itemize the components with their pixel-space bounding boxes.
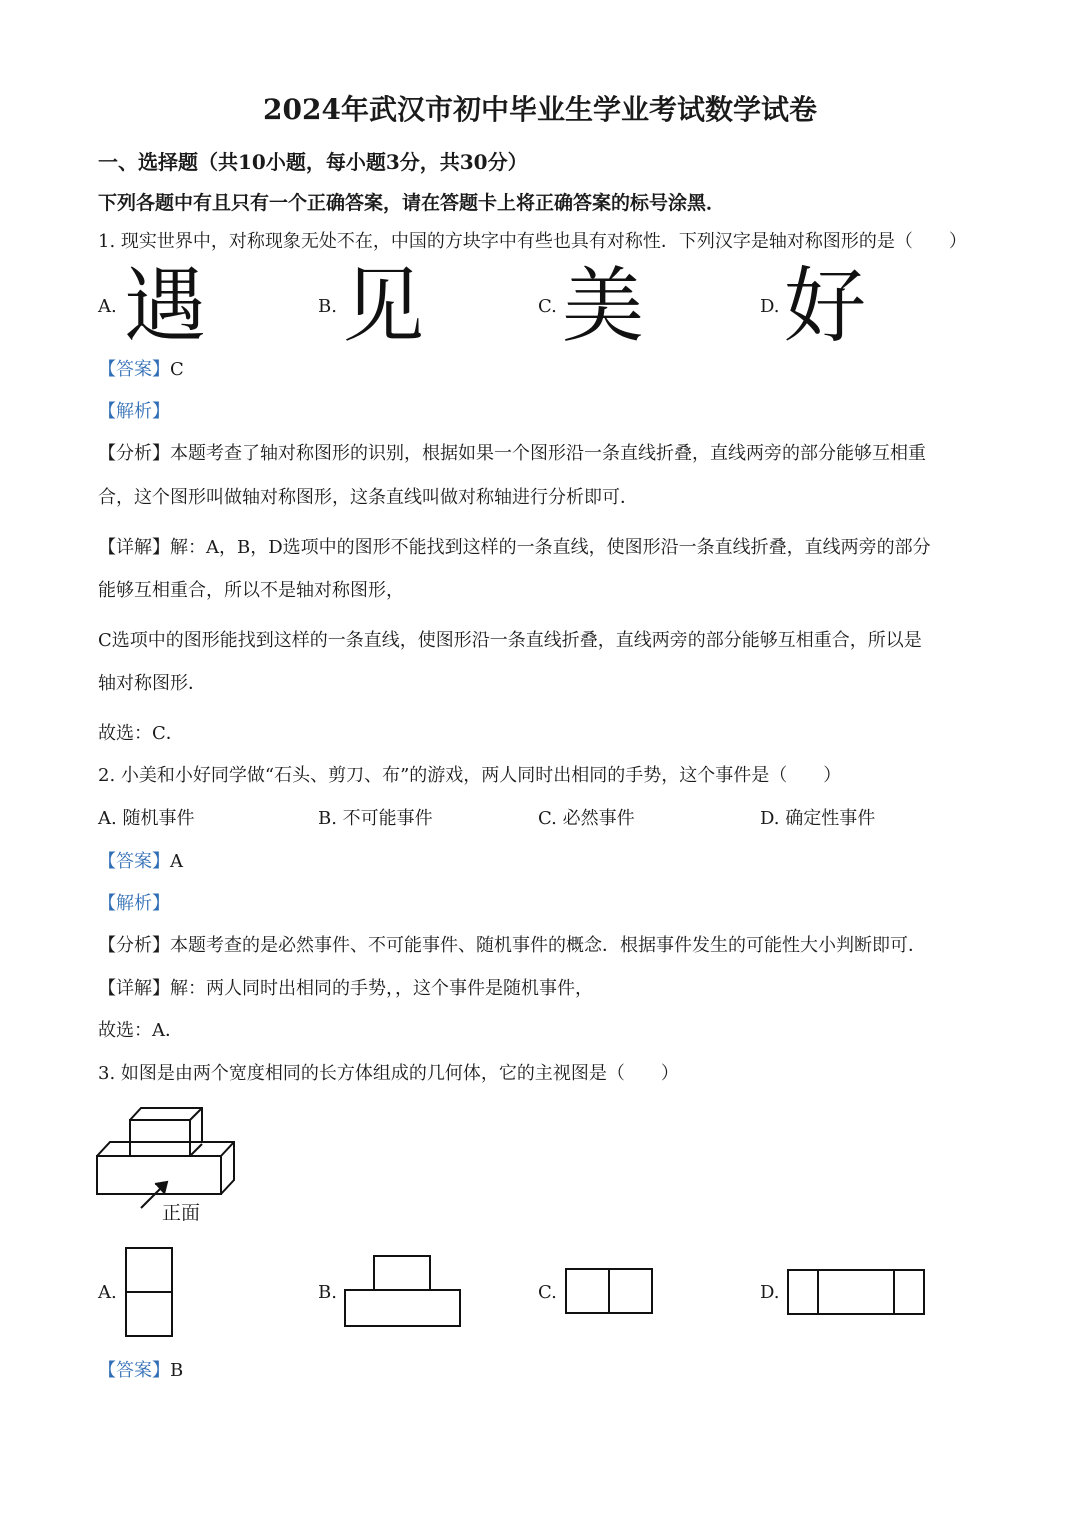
q1-detail-line-4: 轴对称图形． — [98, 673, 206, 694]
q1-choose: 故选：C． — [98, 723, 184, 744]
q2-analysis-label: 【解析】 — [98, 893, 170, 914]
q2-stem: 2. 小美和小好同学做“石头、剪刀、布”的游戏，两人同时出相同的手势，这个事件是（ ） — [98, 765, 842, 786]
top-box-front — [130, 1120, 190, 1156]
q1-detail-line-2: 能够互相重合，所以不是轴对称图形， — [98, 580, 404, 601]
q3-option-c-figure — [564, 1267, 656, 1317]
q1-option-c-letter: C. — [538, 296, 557, 317]
q1-option-d-char: 好 — [784, 259, 867, 354]
q1-analysis-label: 【解析】 — [98, 401, 170, 422]
q1-fenxi-line-1 — [98, 442, 926, 466]
q2-detail — [98, 977, 593, 1001]
top-box-base-edge — [190, 1144, 202, 1156]
fenxi-label: 【分析】 — [98, 443, 170, 464]
q1-answer — [98, 358, 184, 382]
q1-option-c-char: 美 — [562, 259, 645, 354]
xiangjie-label: 【详解】 — [98, 978, 170, 999]
answer-label: 【答案】 — [98, 1360, 170, 1381]
q3-answer-value: B — [170, 1360, 184, 1381]
q3-option-c-letter: C. — [538, 1282, 557, 1303]
q3-stem: 3. 如图是由两个宽度相同的长方体组成的几何体，它的主视图是（ ） — [98, 1063, 679, 1084]
answer-label: 【答案】 — [98, 359, 170, 380]
q2-choose: 故选：A． — [98, 1020, 183, 1041]
q1-answer-value: C — [170, 359, 184, 380]
section-instruction: 下列各题中有且只有一个正确答案，请在答题卡上将正确答案的标号涂黑． — [98, 192, 726, 214]
q2-fenxi — [98, 934, 926, 958]
q1-option-b-char: 见 — [342, 259, 425, 354]
q1-option-b-letter: B. — [318, 296, 337, 317]
q2-option-b: B. 不可能事件 — [318, 808, 433, 829]
q2-fenxi-text: 本题考查的是必然事件、不可能事件、随机事件的概念．根据事件发生的可能性大小判断即可． — [170, 935, 926, 956]
q1-fenxi-line-2: 合，这个图形叫做轴对称图形，这条直线叫做对称轴进行分析即可． — [98, 487, 638, 508]
q1-detail-line-3: C选项中的图形能找到这样的一条直线，使图形沿一条直线折叠，直线两旁的部分能够互相重合，所以是 — [98, 630, 922, 651]
answer-label: 【答案】 — [98, 851, 170, 872]
q3-option-d-letter: D. — [760, 1282, 780, 1303]
q2-option-d: D. 确定性事件 — [760, 808, 876, 829]
page-title: 2024年武汉市初中毕业生学业考试数学试卷 — [263, 93, 817, 126]
q3-option-d-figure — [786, 1268, 928, 1318]
q1-option-a-char: 遇 — [124, 259, 207, 354]
front-label: 正面 — [162, 1202, 201, 1224]
section-heading: 一、选择题（共10小题，每小题3分，共30分） — [98, 150, 528, 174]
fenxi-label: 【分析】 — [98, 935, 170, 956]
q2-option-a: A. 随机事件 — [98, 808, 195, 829]
q2-answer-value: A — [170, 851, 183, 872]
q1-stem: 1. 现实世界中，对称现象无处不在，中国的方块字中有些也具有对称性．下列汉字是轴对称图形的是（ ） — [98, 231, 967, 252]
q2-answer — [98, 850, 183, 874]
q1-fenxi-text-1: 本题考查了轴对称图形的识别，根据如果一个图形沿一条直线折叠，直线两旁的部分能够互相重 — [170, 443, 926, 464]
q2-option-c: C. 必然事件 — [538, 808, 635, 829]
xiangjie-label: 【详解】 — [98, 537, 170, 558]
q2-detail-text: 解：两人同时出相同的手势，，这个事件是随机事件， — [170, 978, 593, 999]
q1-option-d-letter: D. — [760, 296, 780, 317]
q1-option-a-letter: A. — [98, 296, 117, 317]
q3-option-a-letter: A. — [98, 1282, 117, 1303]
q1-detail-line-1 — [98, 536, 931, 560]
q3-option-b-letter: B. — [318, 1282, 337, 1303]
bottom-box-edge — [221, 1142, 234, 1156]
q3-option-a-figure — [124, 1246, 176, 1340]
top-box-edge — [190, 1108, 202, 1120]
q3-option-b-figure — [342, 1254, 464, 1330]
q1-detail-text-1: 解：A，B，D选项中的图形不能找到这样的一条直线，使图形沿一条直线折叠，直线两旁的部分 — [170, 537, 931, 558]
top-box-edges — [130, 1108, 202, 1142]
q3-answer — [98, 1359, 183, 1383]
